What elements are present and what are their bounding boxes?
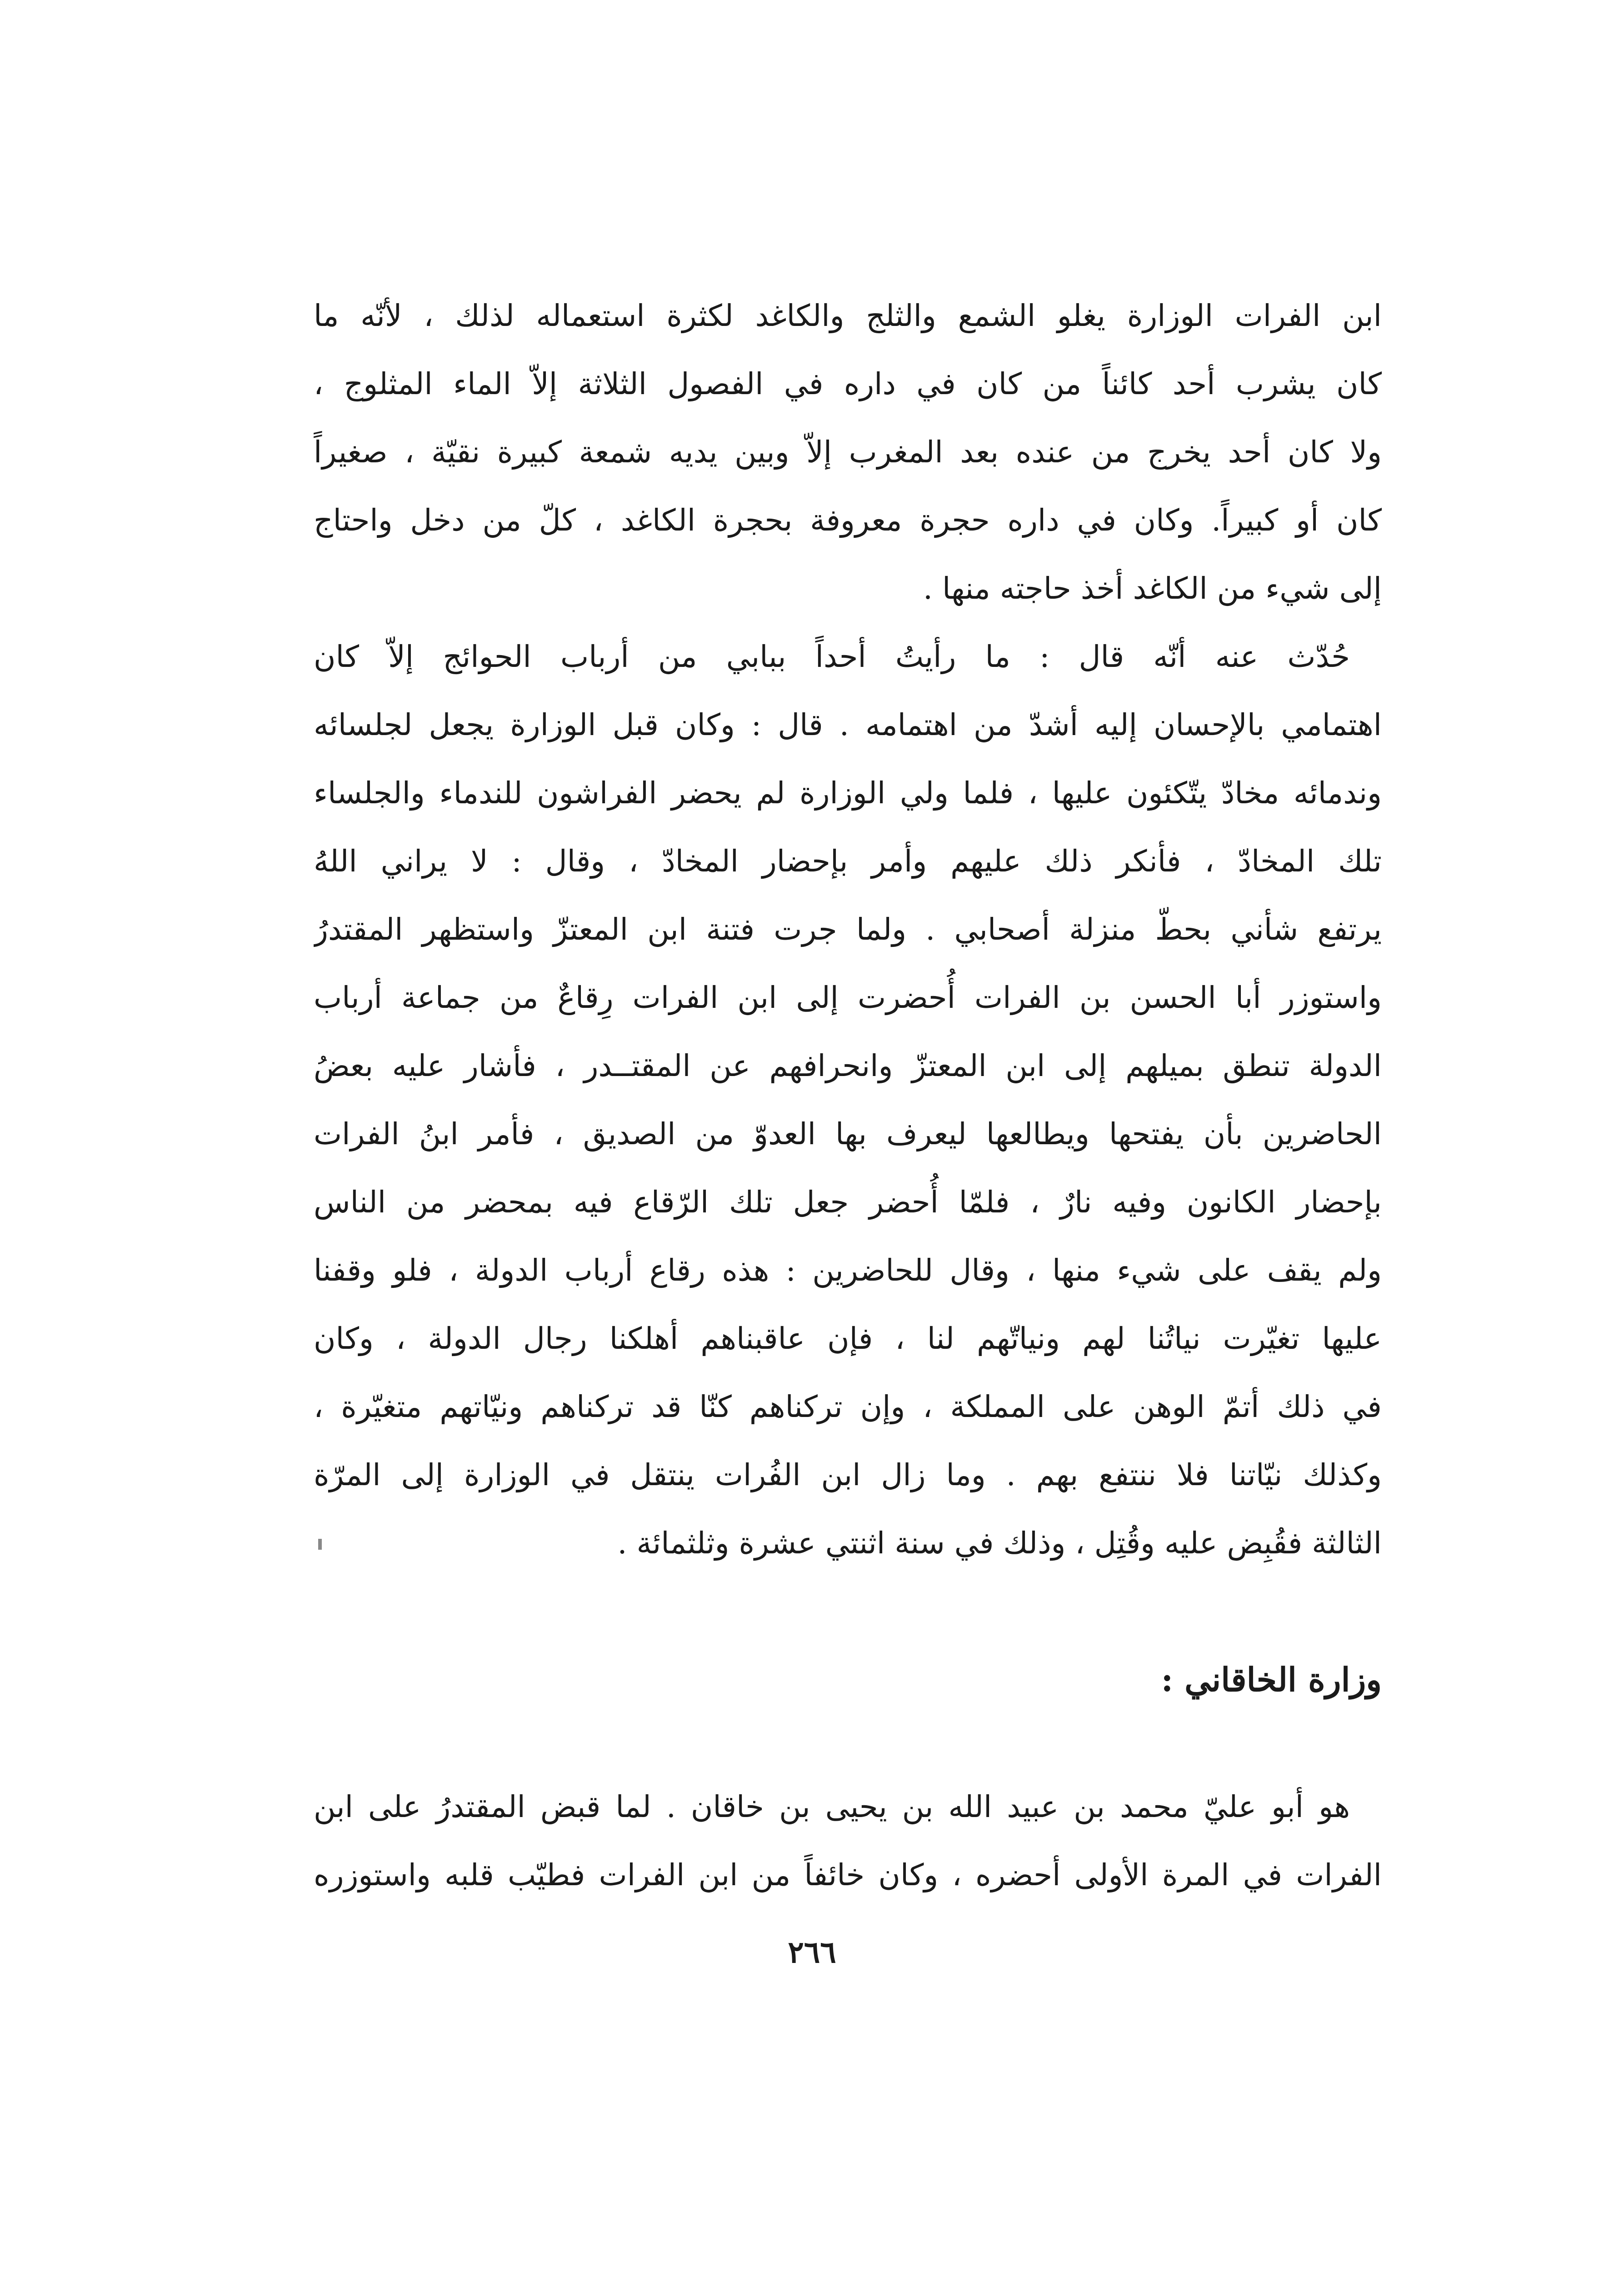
text-line: ولم يقف على شيء منها ، وقال للحاضرين : هذه رقاع أرباب الدولة ، فلو وقفنا: [314, 1253, 1382, 1288]
text-line: الثالثة فقُبِض عليه وقُتِل ، وذلك في سنة اثنتي عشرة وثلثمائة .: [617, 1526, 1382, 1561]
paragraph-ibn-furat-expenses: [314, 282, 1382, 623]
text-line: هو أبو عليّ محمد بن عبيد الله بن يحيى بن خاقان . لما قبض المقتدرُ على ابن: [314, 1789, 1350, 1824]
text-line: الدولة تنطق بميلهم إلى ابن المعتزّ وانحرافهم عن المقتــدر ، فأشار عليه بعضُ: [314, 1048, 1382, 1083]
text-line: ولا كان أحد يخرج من عنده بعد المغرب إلاّ وبين يديه شمعة كبيرة نقيّة ، صغيراً: [314, 435, 1382, 470]
paragraph-ibn-furat-anecdote: [314, 623, 1382, 1577]
text-line: وندمائه مخادّ يتّكئون عليها ، فلما ولي الوزارة لم يحضر الفراشون للندماء والجلساء: [314, 776, 1382, 811]
text-line: وكذلك نيّاتنا فلا ننتفع بهم . وما زال ابن الفُرات ينتقل في الوزارة إلى المرّة: [314, 1457, 1382, 1492]
text-line: تلك المخادّ ، فأنكر ذلك عليهم وأمر بإحضار المخادّ ، وقال : لا يراني اللهُ: [314, 844, 1382, 879]
text-line: حُدّث عنه أنّه قال : ما رأيتُ أحداً ببابي من أرباب الحوائج إلاّ كان: [314, 639, 1350, 674]
text-line: ابن الفرات الوزارة يغلو الشمع والثلج والكاغد لكثرة استعماله لذلك ، لأنّه ما: [314, 298, 1382, 333]
text-line: كان يشرب أحد كائناً من كان في داره في الفصول الثلاثة إلاّ الماء المثلوج ،: [314, 366, 1382, 401]
paragraph-khaqani: [314, 1773, 1382, 1909]
section-heading: وزارة الخاقاني :: [1161, 1660, 1382, 1699]
text-line: عليها تغيّرت نياتُنا لهم ونياتّهم لنا ، فإن عاقبناهم أهلكنا رجال الدولة ، وكان: [314, 1321, 1382, 1356]
text-line: في ذلك أتمّ الوهن على المملكة ، وإن تركناهم كنّا قد تركناهم ونيّاتهم متغيّرة ،: [314, 1389, 1382, 1424]
text-line: بإحضار الكانون وفيه نارٌ ، فلمّا أُحضر جعل تلك الرّقاع فيه بمحضر من الناس: [314, 1185, 1382, 1220]
page-number: ٢٦٦: [788, 1934, 836, 1970]
text-line: اهتمامي بالإحسان إليه أشدّ من اهتمامه . قال : وكان قبل الوزارة يجعل لجلسائه: [314, 707, 1382, 742]
text-line: إلى شيء من الكاغد أخذ حاجته منها .: [923, 571, 1382, 606]
text-line: كان أو كبيراً. وكان في داره حجرة معروفة بحجرة الكاغد ، كلّ من دخل واحتاج: [314, 503, 1382, 538]
text-line: الحاضرين بأن يفتحها ويطالعها ليعرف بها العدوّ من الصديق ، فأمر ابنُ الفرات: [314, 1116, 1382, 1152]
text-line: يرتفع شأني بحطّ منزلة أصحابي . ولما جرت فتنة ابن المعتزّ واستظهر المقتدرُ: [314, 912, 1382, 947]
text-line: الفرات في المرة الأولى أحضره ، وكان خائفاً من ابن الفرات فطيّب قلبه واستوزره: [314, 1857, 1382, 1892]
text-line: واستوزر أبا الحسن بن الفرات أُحضرت إلى ابن الفرات رِقاعٌ من جماعة أرباب: [314, 980, 1382, 1015]
print-mark: [318, 1539, 322, 1550]
